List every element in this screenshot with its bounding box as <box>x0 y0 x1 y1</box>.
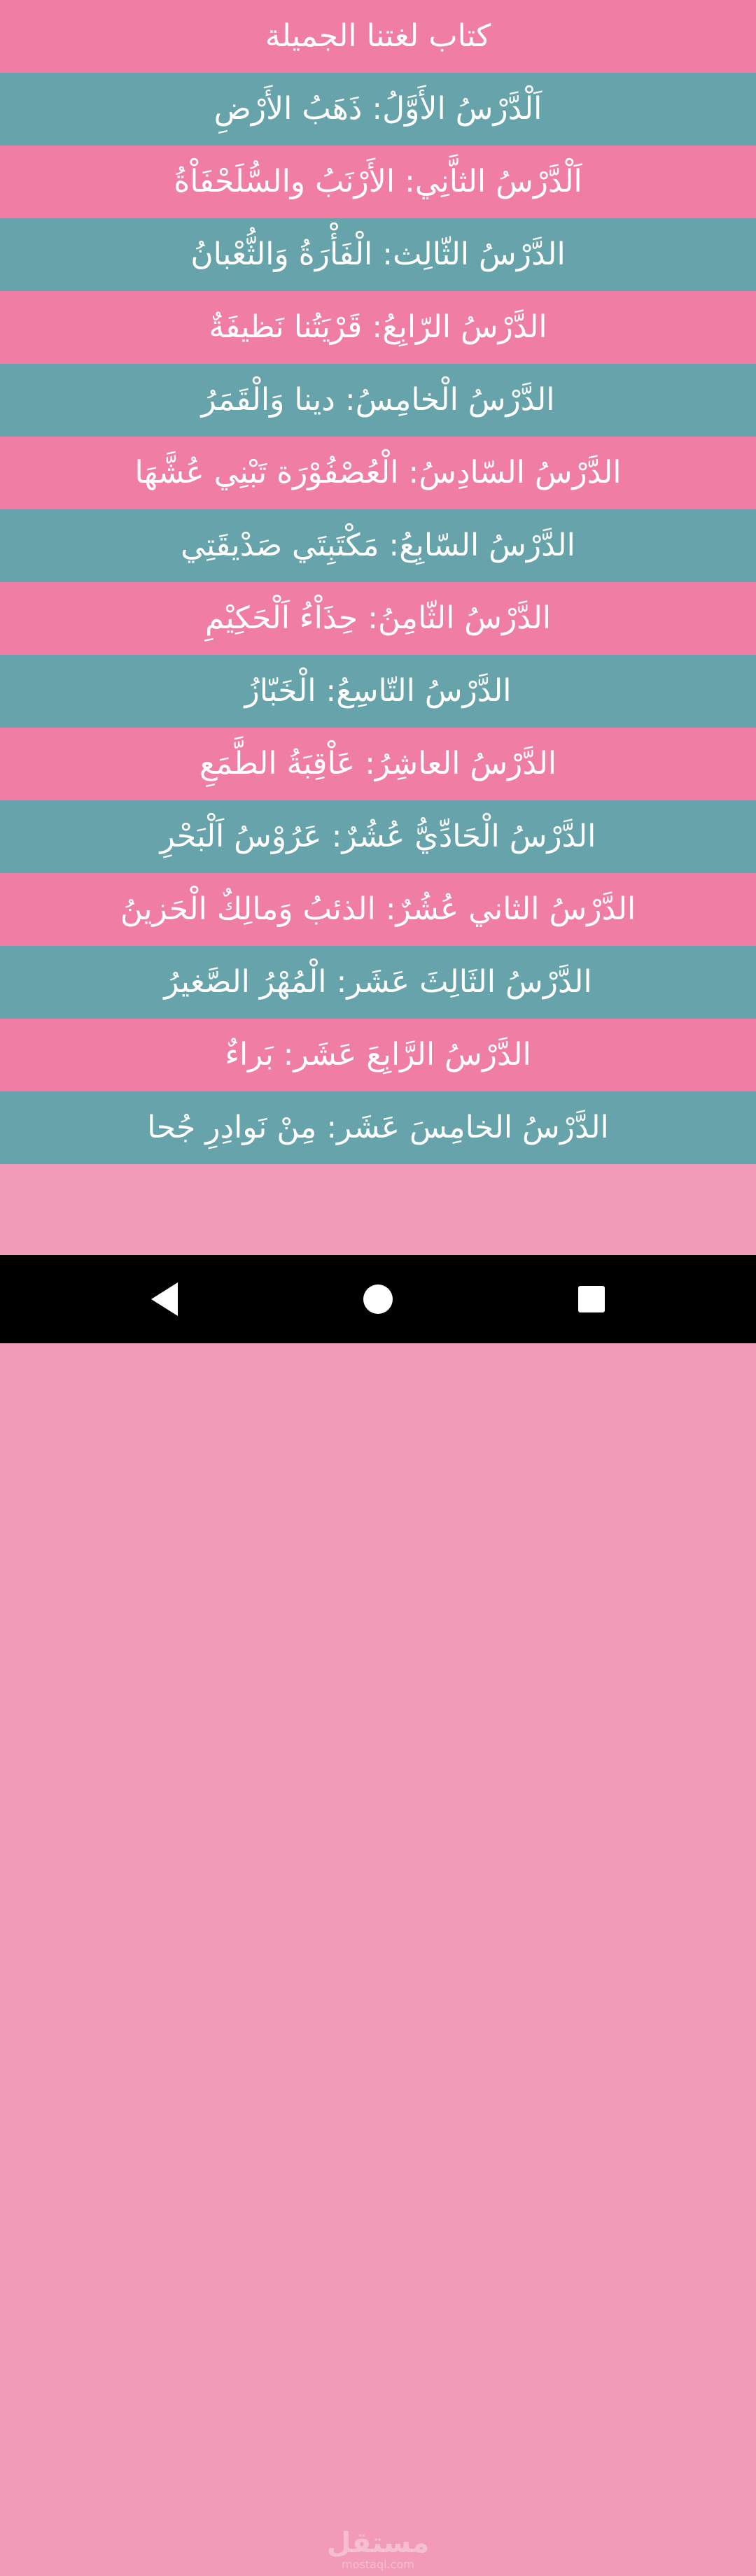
lesson-item-13[interactable]: الدَّرْسُ الثَالِثَ عَشَر: الْمُهْرُ الصَّغيرُ <box>0 946 756 1019</box>
lesson-item-4[interactable]: الدَّرْسُ الرّابِعُ: قَرْيَتُنا نَظيفَةٌ <box>0 291 756 364</box>
watermark-sub: mostaql.com <box>342 2558 414 2571</box>
lesson-item-2[interactable]: اَلْدَّرْسُ الثاَّنِي: الأَرْنَبُ والسُّلَحْفَاْةُ <box>0 146 756 218</box>
home-button[interactable] <box>329 1255 427 1343</box>
empty-list-area <box>0 1164 756 1255</box>
back-button[interactable] <box>115 1255 214 1343</box>
lesson-item-10[interactable]: الدَّرْسُ العاشِرُ: عَاْقِبَةُ الطَّمَعِ <box>0 728 756 800</box>
lesson-item-6[interactable]: الدَّرْسُ السّادِسُ: الْعُصْفُوْرَة تَبْنِي عُشَّهَا <box>0 437 756 509</box>
system-navigation-bar <box>0 1255 756 2571</box>
lesson-item-15[interactable]: الدَّرْسُ الخامِسَ عَشَر: مِنْ نَوادِرِ جُحا <box>0 1091 756 1164</box>
book-title: كتاب لغتنا الجميلة <box>0 0 756 73</box>
home-circle-icon <box>363 1285 393 1314</box>
lesson-item-7[interactable]: الدَّرْسُ السّابِعُ: مَكْتَبِتَي صَدْيقَتِي <box>0 509 756 582</box>
app-screen <box>0 0 756 1255</box>
lesson-item-11[interactable]: الدَّرْسُ الْحَادِّيُّ عُشُرٌ: عَرُوْسُ اَلْبَحْرِ <box>0 800 756 873</box>
lesson-item-1[interactable]: اَلْدَّرْسُ الأَوَّلُ: ذَهَبُ الأَرْضِ <box>0 73 756 146</box>
lesson-list <box>0 0 756 1164</box>
recents-square-icon <box>578 1286 605 1312</box>
lesson-item-5[interactable]: الدَّرْسُ الْخامِسُ: دينا وَالْقَمَرُ <box>0 364 756 437</box>
lesson-item-8[interactable]: الدَّرْسُ الثّامِنُ: حِذَاْءُ اَلْحَكِيْمِ <box>0 582 756 655</box>
lesson-item-3[interactable]: الدَّرْسُ الثّالِث: الْفَأْرَةُ وَالثُّعْبانُ <box>0 218 756 291</box>
lesson-item-14[interactable]: الدَّرْسُ الرَّابِعَ عَشَر: بَراءٌ <box>0 1019 756 1091</box>
watermark-main: مستقل <box>326 2527 430 2559</box>
back-triangle-icon <box>151 1282 178 1316</box>
lesson-item-9[interactable]: الدَّرْسُ التّاسِعُ: الْخَبّازُ <box>0 655 756 728</box>
recents-button[interactable] <box>542 1255 640 1343</box>
lesson-item-12[interactable]: الدَّرْسُ الثاني عُشُرٌ: الذئبُ وَمالِكٌ الْحَزينُ <box>0 873 756 946</box>
watermark <box>308 2527 448 2576</box>
